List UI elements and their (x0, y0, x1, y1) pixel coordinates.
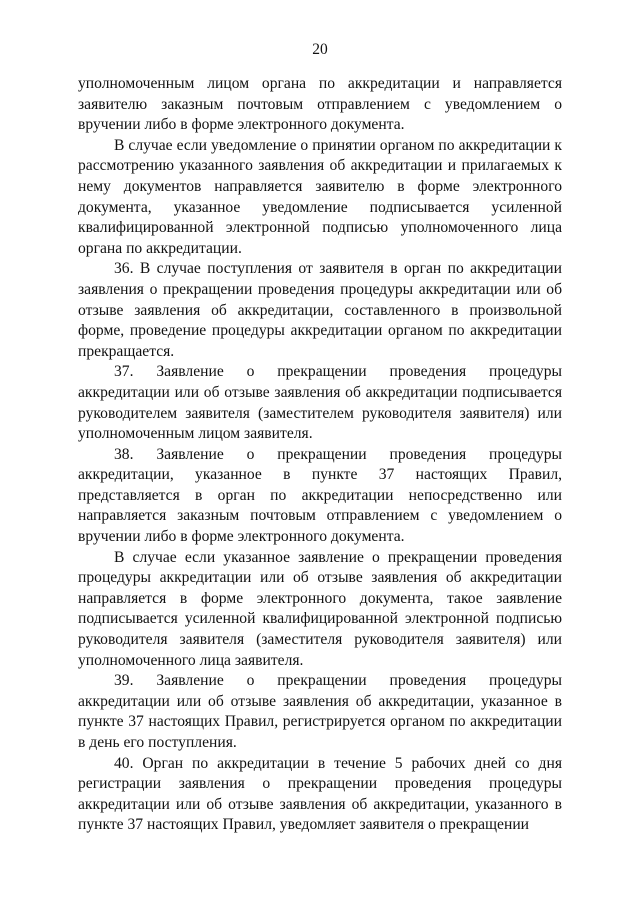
document-body (78, 74, 562, 836)
page-number: 20 (312, 41, 328, 58)
paragraph-continuation: уполномоченным лицом органа по аккредитации и направляется заявителю заказным почтовым отправлением с уведомлением о вручении либо в форме электронного документа. (78, 75, 562, 134)
paragraph-item-40: 40. Орган по аккредитации в течение 5 рабочих дней со дня регистрации заявления о прекращении проведения процедуры аккредитации или об отзыве заявления об аккредитации, указанного в пункте 37 настоящих Правил, уведомляет заявителя о прекращении (78, 754, 562, 834)
paragraph-item-36: 36. В случае поступления от заявителя в орган по аккредитации заявления о прекращении проведения процедуры аккредитации или об отзыве заявления об аккредитации, составленного в произвольной форме, проведение процедуры аккредитации органом по аккредитации прекращается. (78, 260, 562, 360)
paragraph-item-38: 38. Заявление о прекращении проведения процедуры аккредитации, указанное в пункте 37 настоящих Правил, представляется в орган по аккредитации непосредственно или направляется заказным почтовым отправлением с уведомлением о вручении либо в форме электронного документа. (78, 445, 562, 546)
paragraph-electronic-notice: В случае если уведомление о принятии органом по аккредитации к рассмотрению указанного заявления об аккредитации и прилагаемых к нему документов направляется заявителю в форме электронного документа, указанное уведомление подписывается усиленной квалифицированной электронной подписью уполномоченного лица органа по аккредитации. (78, 136, 562, 257)
paragraph-item-38-electronic: В случае если указанное заявление о прекращении проведения процедуры аккредитации или об отзыве заявления об аккредитации направляется в форме электронного документа, такое заявление подписывается усиленной квалифицированной электронной подписью руководителя заявителя (заместителя руководителя заявителя) или уполномоченного лица заявителя. (78, 548, 562, 669)
paragraph-item-39: 39. Заявление о прекращении проведения процедуры аккредитации или об отзыве заявления об аккредитации, указанное в пункте 37 настоящих Правил, регистрируется органом по аккредитации в день его поступления. (78, 672, 562, 751)
paragraph-item-37: 37. Заявление о прекращении проведения процедуры аккредитации или об отзыве заявления об аккредитации подписывается руководителем заявителя (заместителем руководителя заявителя) или уполномоченным лицом заявителя. (78, 363, 562, 443)
